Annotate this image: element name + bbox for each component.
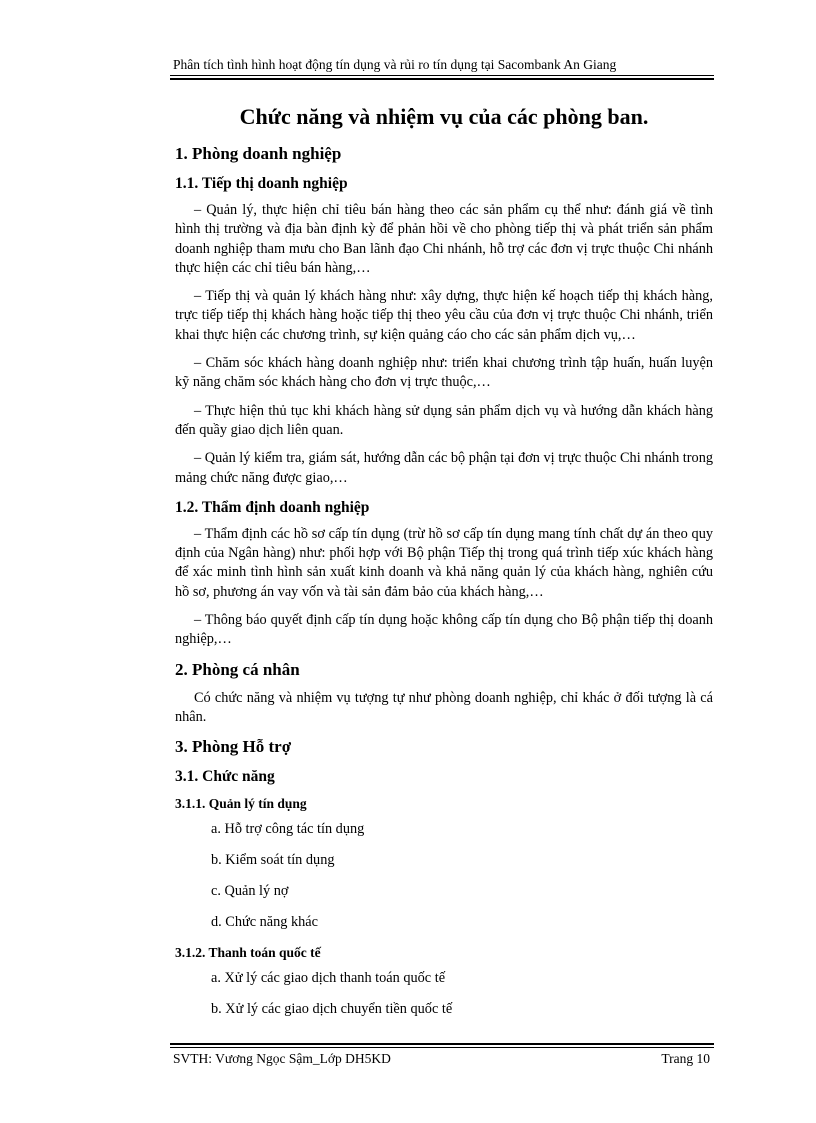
page-body (175, 104, 713, 1031)
page-number: Trang 10 (661, 1051, 710, 1066)
list-item: a. Hỗ trợ công tác tín dụng (211, 821, 365, 838)
paragraph: – Thông báo quyết định cấp tín dụng hoặc không cấp tín dụng cho Bộ phận tiếp thị doanh nghiệp,… (175, 612, 713, 648)
page-header: Phân tích tình hình hoạt động tín dụng và rủi ro tín dụng tại Sacombank An Giang (173, 57, 617, 72)
list-item: b. Kiểm soát tín dụng (211, 852, 335, 869)
list-item: c. Quản lý nợ (211, 883, 289, 900)
header-rule (170, 75, 714, 80)
section-3-1-heading: 3.1. Chức năng (175, 768, 275, 786)
paragraph: – Quản lý kiểm tra, giám sát, hướng dẫn các bộ phận tại đơn vị trực thuộc Chi nhánh trong mảng chức năng được giao,… (175, 450, 713, 486)
section-1-2-heading: 1.2. Thẩm định doanh nghiệp (175, 498, 370, 516)
section-3-heading: 3. Phòng Hỗ trợ (175, 737, 292, 757)
list-item: b. Xử lý các giao dịch chuyển tiền quốc tế (211, 1001, 453, 1018)
section-3-1-2-heading: 3.1.2. Thanh toán quốc tế (175, 945, 321, 961)
section-1-1-heading: 1.1. Tiếp thị doanh nghiệp (175, 175, 348, 192)
section-1-heading: 1. Phòng doanh nghiệp (175, 144, 342, 163)
paragraph: – Quản lý, thực hiện chỉ tiêu bán hàng theo các sản phẩm cụ thể như: đánh giá về tình hình thị trường và địa bàn định kỳ để phản hồi về cho phòng tiếp thị và phát triển sản phẩm doanh nghiệp tham mưu cho Ban lãnh đạo Chi nhánh, hỗ trợ các đơn vị trực thuộc Chi nhánh thực hiện các chỉ tiêu bán hàng,… (175, 202, 713, 276)
footer-rule (170, 1043, 714, 1048)
list-item: d. Chức năng khác (211, 914, 319, 931)
section-2-heading: 2. Phòng cá nhân (175, 659, 300, 679)
list-item: a. Xử lý các giao dịch thanh toán quốc tế (211, 970, 446, 987)
paragraph: Có chức năng và nhiệm vụ tượng tự như phòng doanh nghiệp, chỉ khác ở đối tượng là cá nhân. (175, 689, 713, 725)
footer-author: SVTH: Vương Ngọc Sậm_Lớp DH5KD (173, 1051, 391, 1066)
paragraph: – Tiếp thị và quản lý khách hàng như: xây dựng, thực hiện kế hoạch tiếp thị khách hàng, trực tiếp tiếp thị khách hàng hoặc tiếp thị theo yêu cầu của đơn vị trực thuộc Chi nhánh, triển khai thực hiện các chương trình, sự kiện quảng cáo cho các sản phẩm dịch vụ,… (175, 288, 713, 343)
paragraph: – Chăm sóc khách hàng doanh nghiệp như: triển khai chương trình tập huấn, huấn luyện kỹ năng chăm sóc khách hàng cho đơn vị trực thuộc,… (175, 355, 713, 391)
section-3-1-1-heading: 3.1.1. Quản lý tín dụng (175, 796, 307, 812)
paragraph: – Thẩm định các hồ sơ cấp tín dụng (trừ hồ sơ cấp tín dụng mang tính chất dự án theo quy định của Ngân hàng) như: phối hợp với Bộ phận Tiếp thị trong quá trình tiếp xúc khách hàng để xác minh tình hình sản xuất kinh doanh và khả năng quản lý của khách hàng, nghiên cứu hồ sơ, phương án vay vốn và tài sản đảm bảo của khách hàng,… (175, 525, 713, 600)
page-title: Chức năng và nhiệm vụ của các phòng ban. (239, 104, 649, 129)
paragraph: – Thực hiện thủ tục khi khách hàng sử dụng sản phẩm dịch vụ và hướng dẫn khách hàng đến quầy giao dịch liên quan. (175, 402, 713, 438)
